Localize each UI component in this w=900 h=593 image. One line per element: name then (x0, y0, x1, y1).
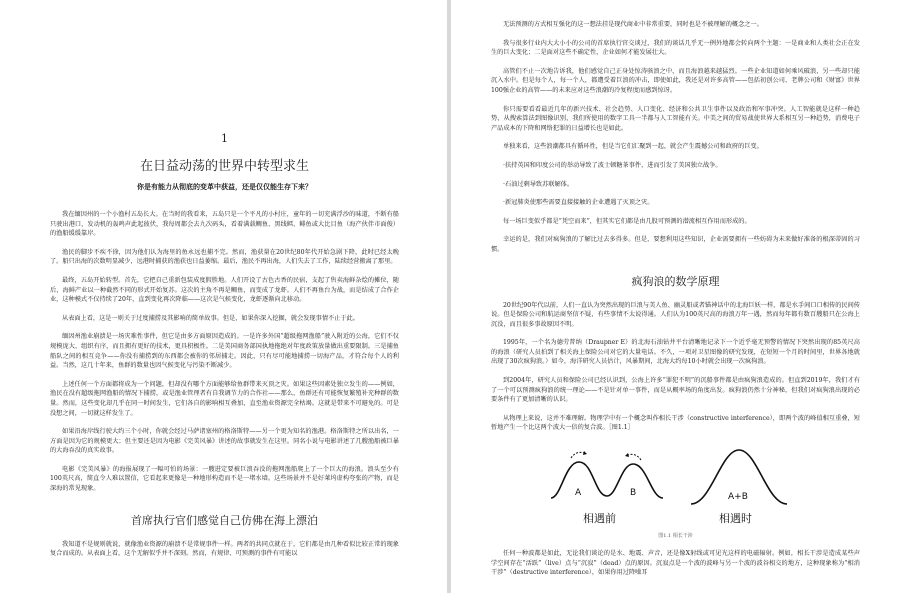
label-a: A (575, 488, 582, 499)
paragraph: 单独来看，这些浪潮都具有循环性，但是当它们汇聚到一起，就会产生震撼公司和政府的巨变。 (503, 143, 763, 151)
caption-before: 相遇前 (583, 512, 616, 526)
paragraph: 如果沿海岸线行驶大约三个小时，你就会经过马萨诸塞州的格洛斯特——另一个更为知名的渔港。格洛斯特之所以出名，一方面是因为它的规模更大；但主要还是因为电影《完美风暴》讲述的故事就发生在这里。同名小说与电影讲述了几艘渔船被巨暴的大海吞没的真实故事。 (50, 428, 399, 455)
paragraph: 无法预测的方式相互强化的这一想法挂是现代商业中非常重要，同时也是不被理解的概念之一。 (503, 21, 763, 28)
section-title: 首席执行官们感觉自己仿佛在海上漂泊 (131, 513, 318, 527)
paragraph: 我在缅因州的一个小渔村五岛长大。在当时的我看来，五岛只是一个平凡的小村庄，童年的一切充满浮沙的味道，不断有船只驶出港口，发动机的轰鸣声此起彼伏，我每周都会去九次码头，看着满载鲷鱼、黑线鳕、鲱鱼或大比目鱼（海产伙伴市面俊）的渔船缓缓靠岸。 (50, 211, 399, 238)
chapter-subtitle: 你是有能力从彻底的变革中获益，还是仅仅能生存下来？ (137, 183, 312, 191)
paragraph: 我与很多行业内大大小小的公司的首席执行官交谈过，我们的谈话几乎无一例外地都会转向两个主题：一是商业和人类社会正在发生的巨大变化；二是面对这些不确定性，企业如何才能发展壮大。 (491, 39, 860, 57)
bullet-item: ·扶持英国和印度公司的举动导致了波士顿糖茶事件，进而引发了美国独立战争。 (503, 161, 722, 169)
bullet-item: ·新冠肺炎使那些需要直接接触的企业遭遇了灭顶之灾。 (503, 199, 654, 207)
figure-caption: 图1.1 相长干涉 (658, 533, 693, 540)
arrow-left-head (625, 453, 629, 457)
caption-during: 相遇时 (719, 512, 752, 526)
label-b: B (630, 488, 637, 499)
paragraph: 最终，五岛开始转型。首先，它把自己重新包装成度假胜地。人们开设了古色古香的民宿，支起了售卖海鲜杂烩的摊位，随后，海鲜产业以一种截然不同的形式开始复苏。这次的主角不再是鲷鱼，而变成了龙虾。人们不再鱼台为战，而是结成了合作企业，这种模式不仅持续了20年，直到变化再次降临——这次是气候变化，龙虾逐渐向北移动。 (50, 276, 399, 304)
paragraph: 我知道不是规则就说，就像渔业资源的崩溃不是常规事件一样。两者的共同点就在于，它们都是由几种看似比较正常的现象复合而成的。从表面上看，这个无解似乎并不深刻。然而，有规律、可预测的事件有可能以 (50, 540, 399, 558)
paragraph: 从表面上看，这是一则关于过度捕捞及其影响的简单故事。但是，如果你深入挖掘，就会发现事情不止于此。 (62, 314, 359, 322)
arrow-right-head (583, 451, 587, 455)
section-title: 疯狗浪的数学原理 (631, 274, 720, 288)
chapter-title: 在日益动荡的世界中转型求生 (139, 159, 309, 174)
paragraph: 到2004年，研究人员和保险公司已经认识到，公海上许多“罪犯不明”的沉船事件都是由疯狗浪造成的。但直到2019年，我们才有了一个可以预测疯狗浪的统一理论——不是针对单一事件，而是从概率场的角度出发。疯狗浪仍然十分神秘，但我们对疯狗浪出现的必要条件有了更加清晰的认识。 (491, 377, 860, 404)
paragraph: 1995年，一个名为德劳普纳（Draupner E）的北海石油钻井平台清晰地记录下一个近乎毫无预警的情况下突然出现的85英尺高的海浪（研究人员拍到了相关海上保险公司对它的大量电话。不久，一项对卫星图像的研究发现，在短短一个月的时间里，世界各地就出现了30次疯狗浪。）如今，海洋研究人员估计，风暴期间，北海大约每10小时就会出现一次疯狗浪。 (491, 339, 860, 366)
paragraph: 缅因州渔业崩溃是一场灾难性事件，但它是由多方面原因造成的。一是许多外国“超级拖网渔船”驶入附近的公海，它们不仅规模庞大、组织有序，而且拥有更好的技术，更具积极性。二是美国商务部国执地拖绝对年度政策放量做出重要限制。三是捕鱼船队之间的相互竞争——你没有捕捞到的东西都会被你的邻居捕走。因此，只有尽可能地捕捞一切海产品，才符合每个人的利益。当然，这几十年来，鱼群的数量也因气候变化与污染不断减少。 (50, 333, 399, 370)
paragraph: 上述任何一个方面都将成为一个问题，但却没有哪个方面能够给鱼群带来灭顶之灾。如果这些因素处独立发生的——例如，渔民在没有超级拖网渔船的情况下捕捞，或是渔业管理者有自我调节力的合作社——那么，鱼群还有可能恢复繁殖补充种群的数量。然而，这些变化却几乎在同一时间发生，它们各自的影响相互叠加，直至渔业资源完全枯竭。这就是带来不可避免的。可是没想之间，一切就这样发生了。 (50, 380, 399, 417)
paragraph: 幸运的是，我们对疯狗浪的了解比过去多得多。但是，要想利用这些知识，企业需要拥有一些妨碍为未来做好准备的根深蒂固的习惯。 (491, 236, 860, 253)
right-page (451, 0, 900, 593)
bullet-item: ·石油过剩导致苏联解体。 (503, 180, 574, 188)
paragraph: 每一场巨变似乎都是“凭空而来”，但其实它们都是由几股可预测的潜流相互作用而形成的。 (503, 217, 751, 225)
paragraph: 电影《完美风暴》的海报展现了一幅可怕的场景：一艘进定要被巨浪吞没的拖网渔船爬上了一个巨大的海浪。浪头至少有100英尺高，简直令人难以置信，它看起来更像是一种地形构造而不是一堵水墙。这些场景并不是好莱坞虚构夸张的产物，而是深海的常见现象。 (50, 465, 399, 493)
paragraph: 从物理上来说，这并不难理解。物理学中有一个概念叫作相长干涉（constructive interference），即两个波的峰值相互重叠，短暂地产生一个比这两个波大一倍的复合波。［图1.1］ (491, 414, 860, 432)
chapter-number: 1 (221, 132, 228, 145)
left-page (0, 0, 447, 593)
wave-before (551, 462, 663, 498)
paragraph: 渔民的脚步不疾不徐，因为他们认为海里的鱼永远也捕不完。然而，渔获量在20世纪80年代开始急剧下降，此时已经太晚了。船只出海的次数明显减少，远港时捕获的渔获也日益萎缩。最后，渔民不再出海，人们失去了工作，陆续经营搬离了那里。 (50, 248, 399, 266)
paragraph: 高管们不止一次地告诉我，他们感觉自己正身处惊涛骇浪之中，而且海浪越来越猛烈。一些企业知道如何乘风破浪，另一些却只能沉入水中。但是每个人，每一个人，都遭受着巨浪的冲击，即使如此，我还是对许多高管——包括初创公司、老牌公司和《财富》世界100强企业的高管——的未来应对这些浪潮的冷复程度而感到惊讶。 (491, 67, 860, 94)
wave-diagram (491, 442, 860, 528)
paragraph: 20世纪90年代以前，人们一直认为突然出现的巨浪与美人鱼、幽灵船或者锚神话中的北海巨妖一样，都是水手间口口相传的民间传说。但是保险公司和航运商坚信不疑，有些事情不太说得通。人们认为100英尺高的海浪万年一遇，然而每年都有数百艘船只在公海上沉没，而且很多事故原因不明。 (491, 301, 860, 328)
label-a-plus-b: A+B (728, 492, 748, 503)
paragraph: 你只需要看看最近几年的新兴技术、社会趋势、人口变化、经济和公共卫生事件以及政治和军事冲突。人工智能就是这样一种趋势，从搜索算法到图像识别，我们所使用的数字工具一半都与人工智能有关。中美之间的贸易战使世界大系相互另一种趋势，消费电子产品成本的下降和网络犯罪的日益增长也是如此。 (491, 105, 860, 132)
wave-interference-figure (491, 442, 860, 528)
paragraph: 任何一种波都是如此，无论我们谈论的是水、地震、声音，还是像X射线或可见光这样的电磁辐射。例如，相长干涉是造成某些声学空间存在“活跃”（live）点与“沉寂”（dead）点的原因。沉寂点是一个波的波峰与另一个波的波谷相交的地方，这种现象称为“相消干涉”（destructive interference），如果你用过降噪耳 (491, 550, 860, 577)
